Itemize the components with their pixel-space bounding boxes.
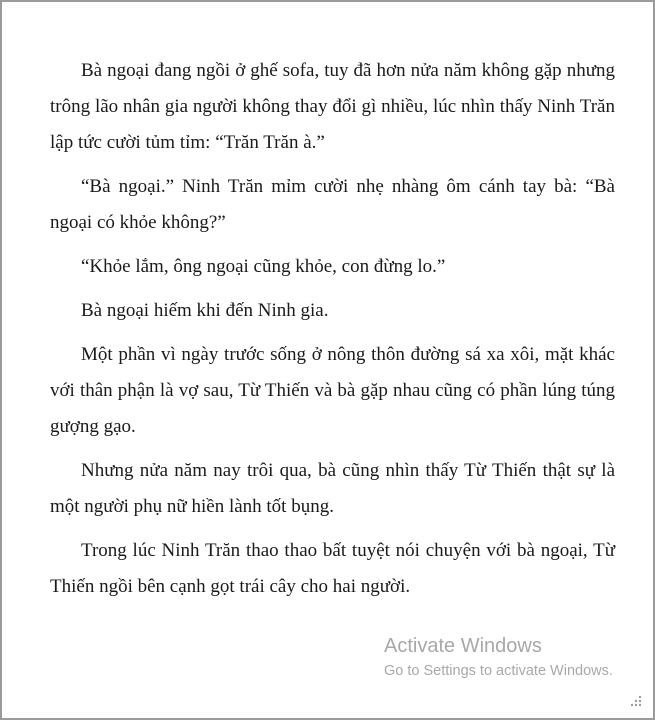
paragraph-6: Nhưng nửa năm nay trôi qua, bà cũng nhìn thấy Từ Thiến thật sự là một người phụ nữ hiền lành tốt bụng. [50,460,615,517]
paragraph-1: Bà ngoại đang ngồi ở ghế sofa, tuy đã hơn nửa năm không gặp nhưng trông lão nhân gia người không thay đổi gì nhiều, lúc nhìn thấy Ninh Trăn lập tức cười tủm tỉm: “Trăn Trăn à.” [50,60,615,153]
paragraph-3: “Khỏe lắm, ông ngoại cũng khỏe, con đừng lo.” [81,256,446,277]
document-body [50,53,615,613]
paragraph-2: “Bà ngoại.” Ninh Trăn mỉm cười nhẹ nhàng ôm cánh tay bà: “Bà ngoại có khỏe không?” [50,176,615,233]
resize-grip-icon-graphic [629,694,643,708]
resize-grip-icon[interactable] [629,694,643,708]
watermark-title: Activate Windows [384,635,542,657]
document-page [10,8,646,708]
paragraph-4: Bà ngoại hiếm khi đến Ninh gia. [81,300,329,321]
paragraph-5: Một phần vì ngày trước sống ở nông thôn đường sá xa xôi, mặt khác với thân phận là vợ sau, Từ Thiến và bà gặp nhau cũng có phần lúng túng gượng gạo. [50,344,615,437]
watermark-subtitle: Go to Settings to activate Windows. [384,663,613,679]
paragraph-7: Trong lúc Ninh Trăn thao thao bất tuyệt nói chuyện với bà ngoại, Từ Thiến ngồi bên cạnh gọt trái cây cho hai người. [50,540,615,597]
activation-watermark [384,634,613,681]
